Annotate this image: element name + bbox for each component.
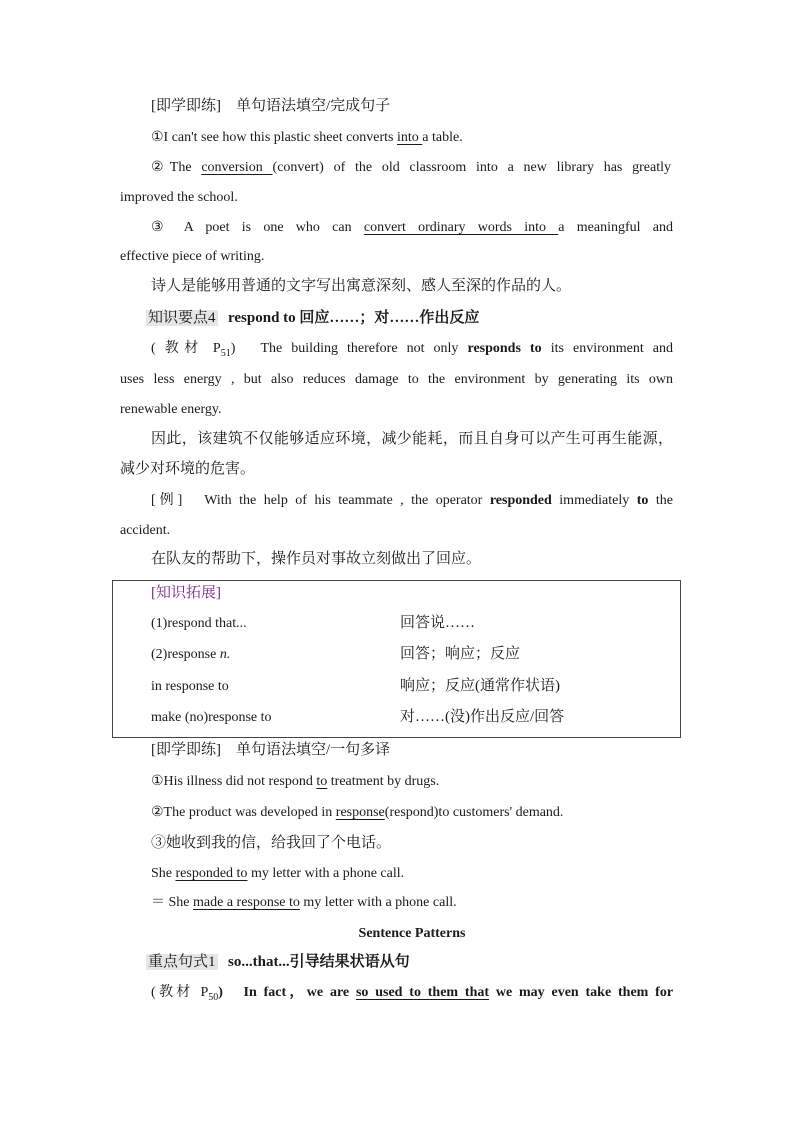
- textbook-source-cont: uses less energy , but also reduces damage to the environment by generating its own: [120, 372, 673, 387]
- exercise-1: [151, 128, 463, 148]
- extension-heading: [知识拓展]: [151, 585, 221, 601]
- example-cont: accident.: [120, 523, 171, 538]
- extension-row-meaning: 回答说……: [400, 615, 476, 631]
- answer: conversion: [201, 160, 273, 175]
- text: ①His illness did not respond: [151, 774, 317, 789]
- pos-italic: n.: [219, 647, 231, 662]
- practice-header-1: [即学即练] 单句语法填空/完成句子: [151, 98, 391, 114]
- text: my letter with a phone call.: [247, 866, 405, 881]
- extension-row-meaning: 响应；反应(通常作状语): [400, 678, 560, 694]
- text: ②The: [151, 160, 202, 175]
- page-sub: 50: [208, 991, 219, 1003]
- extension-row-meaning: 回答；响应；反应: [400, 646, 521, 662]
- text: She: [151, 866, 176, 881]
- text: ③ A poet is one who can: [151, 220, 364, 235]
- text: (convert) of the old classroom into a new library has greatly: [272, 160, 671, 175]
- practice-header-2: [即学即练] 单句语法填空/一句多译: [151, 742, 391, 758]
- kp-title: so...that...引导结果状语从句: [228, 954, 410, 970]
- answer: made a response to: [193, 895, 300, 910]
- extension-row: make (no)response to: [151, 710, 272, 725]
- answer: into: [397, 130, 423, 145]
- kp-title: respond to 回应……；对……作出反应: [228, 310, 480, 326]
- text: (教材 P: [151, 985, 209, 1000]
- pattern-source: [151, 983, 673, 1008]
- extension-row-meaning: 对……(没)作出反应/回答: [400, 709, 565, 725]
- text: a table.: [422, 130, 463, 145]
- exercise-2-cont: improved the school.: [120, 190, 238, 205]
- textbook-source: [151, 339, 673, 364]
- text: its environment and: [541, 341, 674, 356]
- text: (2)response: [151, 647, 220, 662]
- answer: so used to them that: [355, 985, 490, 1000]
- answer-2: [151, 893, 457, 913]
- exercise-3-translation: 诗人是能够用普通的文字写出寓意深刻、感人至深的作品的人。: [151, 278, 572, 294]
- text: ) In fact，we are: [218, 985, 356, 1000]
- text: my letter with a phone call.: [299, 895, 457, 910]
- exercise-3-cont: effective piece of writing.: [120, 249, 265, 264]
- extension-row: (1)respond that...: [151, 616, 247, 631]
- text: (respond)to customers' demand.: [384, 805, 564, 820]
- answer: responded to: [175, 866, 248, 881]
- example-translation: 在队友的帮助下，操作员对事故立刻做出了回应。: [151, 551, 482, 567]
- page-sub: 51: [220, 347, 231, 359]
- source-translation: 因此，该建筑不仅能够适应环境，减少能耗，而且自身可以产生可再生能源，: [151, 431, 673, 447]
- text: immediately: [551, 493, 637, 508]
- exercise-2: [151, 158, 671, 178]
- kp-tag: 重点句式1: [148, 954, 216, 970]
- extension-row: [151, 645, 230, 665]
- text: treatment by drugs.: [327, 774, 440, 789]
- text: ＝ She: [151, 895, 193, 910]
- text: we may even take them for: [489, 985, 674, 1000]
- text: [例] With the help of his teammate , the operator: [151, 493, 490, 508]
- bold-text: to: [636, 493, 649, 508]
- exercise-3: [151, 218, 673, 238]
- textbook-source-end: renewable energy.: [120, 402, 222, 417]
- source-translation-cont: 减少对环境的危害。: [120, 461, 256, 477]
- text: ②The product was developed in: [151, 805, 336, 820]
- section-title: Sentence Patterns: [358, 926, 466, 941]
- text: ①I can't see how this plastic sheet converts: [151, 130, 398, 145]
- knowledge-point-4: [146, 308, 479, 329]
- text: ) The building therefore not only: [230, 341, 468, 356]
- bold-text: responded: [489, 493, 552, 508]
- exercise-2-1: [151, 772, 439, 792]
- answer: to: [316, 774, 328, 789]
- text: a meaningful and: [558, 220, 673, 235]
- answer: convert ordinary words into: [363, 220, 559, 235]
- text: the: [648, 493, 674, 508]
- text: ( 教材 P: [151, 341, 221, 356]
- kp-tag: 知识要点4: [148, 310, 216, 326]
- example: [151, 491, 673, 511]
- bold-text: responds to: [467, 341, 542, 356]
- answer-1: [151, 864, 404, 884]
- extension-row: in response to: [151, 679, 229, 694]
- key-pattern-1: [146, 952, 410, 973]
- exercise-2-2: [151, 803, 563, 823]
- answer: response: [335, 805, 385, 820]
- exercise-2-3: ③她收到我的信，给我回了个电话。: [151, 835, 392, 851]
